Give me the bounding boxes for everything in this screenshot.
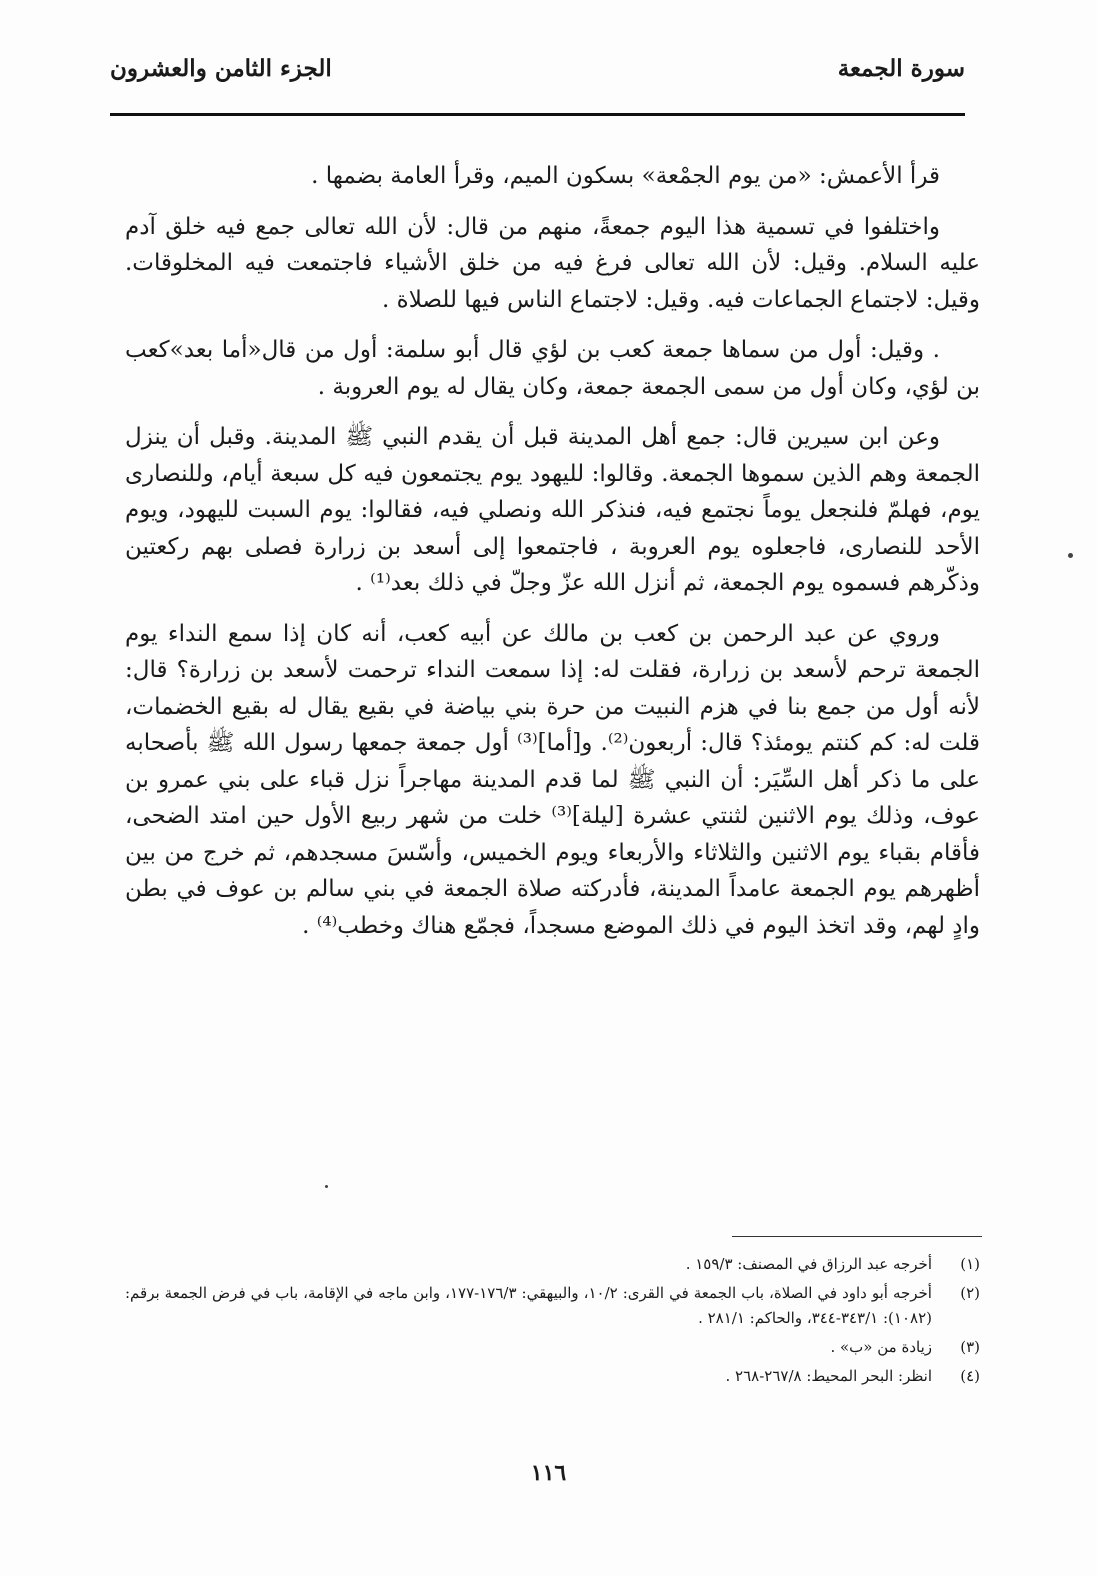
paragraph: وعن ابن سيرين قال: جمع أهل المدينة قبل أن يقدم النبي ﷺ المدينة. وقبل أن ينزل الجمعة وهم الذين سموها الجمعة. وقالوا: لليهود يوم يجتمعون فيه كل سبعة أيام، وللنصارى يوم، فهلمّ فلنجعل يوماً نجتمع فيه، فنذكر الله ونصلي فيه، فقالوا: يوم السبت لليهود، ويوم الأحد للنصارى، فاجعلوه يوم العروبة ، فاجتمعوا إلى أسعد بن زرارة فصلى بهم ركعتين وذكّرهم فسموه يوم الجمعة، ثم أنزل الله عزّ وجلّ في ذلك بعد⁽¹⁾ . (125, 424, 980, 596)
footnote-number: (٤) (960, 1367, 980, 1385)
paragraph: وروي عن عبد الرحمن بن كعب بن مالك عن أبيه كعب، أنه كان إذا سمع النداء يوم الجمعة ترحم لأسعد بن زرارة، فقلت له: إذا سمعت النداء ترحمت لأسعد بن زرارة؟ قال: لأنه أول من جمع بنا في هزم النبيت من حرة بني بياضة في بقيع يقال له بقيع الخضمات، قلت له: كم كنتم يومئذ؟ قال: أربعون⁽²⁾. و[أما]⁽³⁾ أول جمعة جمعها رسول الله ﷺ بأصحابه على ما ذكر أهل السِّيَر: أن النبي ﷺ لما قدم المدينة مهاجراً نزل قباء على بني عمرو بن عوف، وذلك يوم الاثنين لثنتي عشرة [ليلة]⁽³⁾ خلت من شهر ربيع الأول حين امتد الضحى، فأقام بقباء يوم الاثنين والثلاثاء والأربعاء ويوم الخميس، وأسّسَ مسجدهم، ثم خرج من بين أظهرهم يوم الجمعة عامداً المدينة، فأدركته صلاة الجمعة في بني سالم بن عوف في بطن وادٍ لهم، وقد اتخذ اليوم في ذلك الموضع مسجداً، فجمّع هناك وخطب⁽⁴⁾ . (125, 620, 980, 939)
header-rule (110, 113, 965, 116)
page-number: ١١٦ (530, 1460, 567, 1486)
footnote-rule (732, 1236, 982, 1237)
footnotes (125, 1252, 980, 1393)
footnote-text: زيادة من «ب» . (830, 1338, 932, 1356)
footnote-number: (٢) (960, 1284, 980, 1302)
part-title: الجزء الثامن والعشرون (110, 55, 332, 82)
scan-speck (1068, 553, 1073, 558)
surah-title: سورة الجمعة (837, 55, 965, 82)
footnote-number: (١) (960, 1255, 980, 1273)
footnote-text: انظر: البحر المحيط: ٢٦٧/٨-٢٦٨ . (725, 1367, 932, 1385)
footnote-number: (٣) (960, 1338, 980, 1356)
paragraph: قرأ الأعمش: «من يوم الجمْعة» بسكون الميم، وقرأ العامة بضمها . (311, 163, 940, 189)
scan-speck (325, 1185, 328, 1188)
paragraph: واختلفوا في تسمية هذا اليوم جمعةً، منهم من قال: لأن الله تعالى جمع فيه خلق آدم عليه السلام. وقيل: لأن الله تعالى فرغ فيه من خلق الأشياء فاجتمعت فيه المخلوقات. وقيل: لاجتماع الجماعات فيه. وقيل: لاجتماع الناس فيها للصلاة . (125, 213, 980, 313)
footnote-item (125, 1281, 980, 1331)
footnote-item (125, 1364, 980, 1389)
footnote-item (125, 1335, 980, 1360)
footnote-item (125, 1252, 980, 1277)
footnote-text: أخرجه أبو داود في الصلاة، باب الجمعة في القرى: ١٠/٢، والبيهقي: ١٧٦/٣-١٧٧، وابن ماجه في الإقامة، باب في فرض الجمعة برقم: (١٠٨٢): ٣٤٣/١-٣٤٤، والحاكم: ٢٨١/١ . (125, 1284, 932, 1327)
paragraph: . وقيل: أول من سماها جمعة كعب بن لؤي قال أبو سلمة: أول من قال«أما بعد»كعب بن لؤي، وكان أول من سمى الجمعة جمعة، وكان يقال له يوم العروبة . (125, 337, 980, 400)
main-text (125, 158, 980, 958)
running-header (110, 55, 965, 105)
footnote-text: أخرجه عبد الرزاق في المصنف: ١٥٩/٣ . (685, 1255, 932, 1273)
